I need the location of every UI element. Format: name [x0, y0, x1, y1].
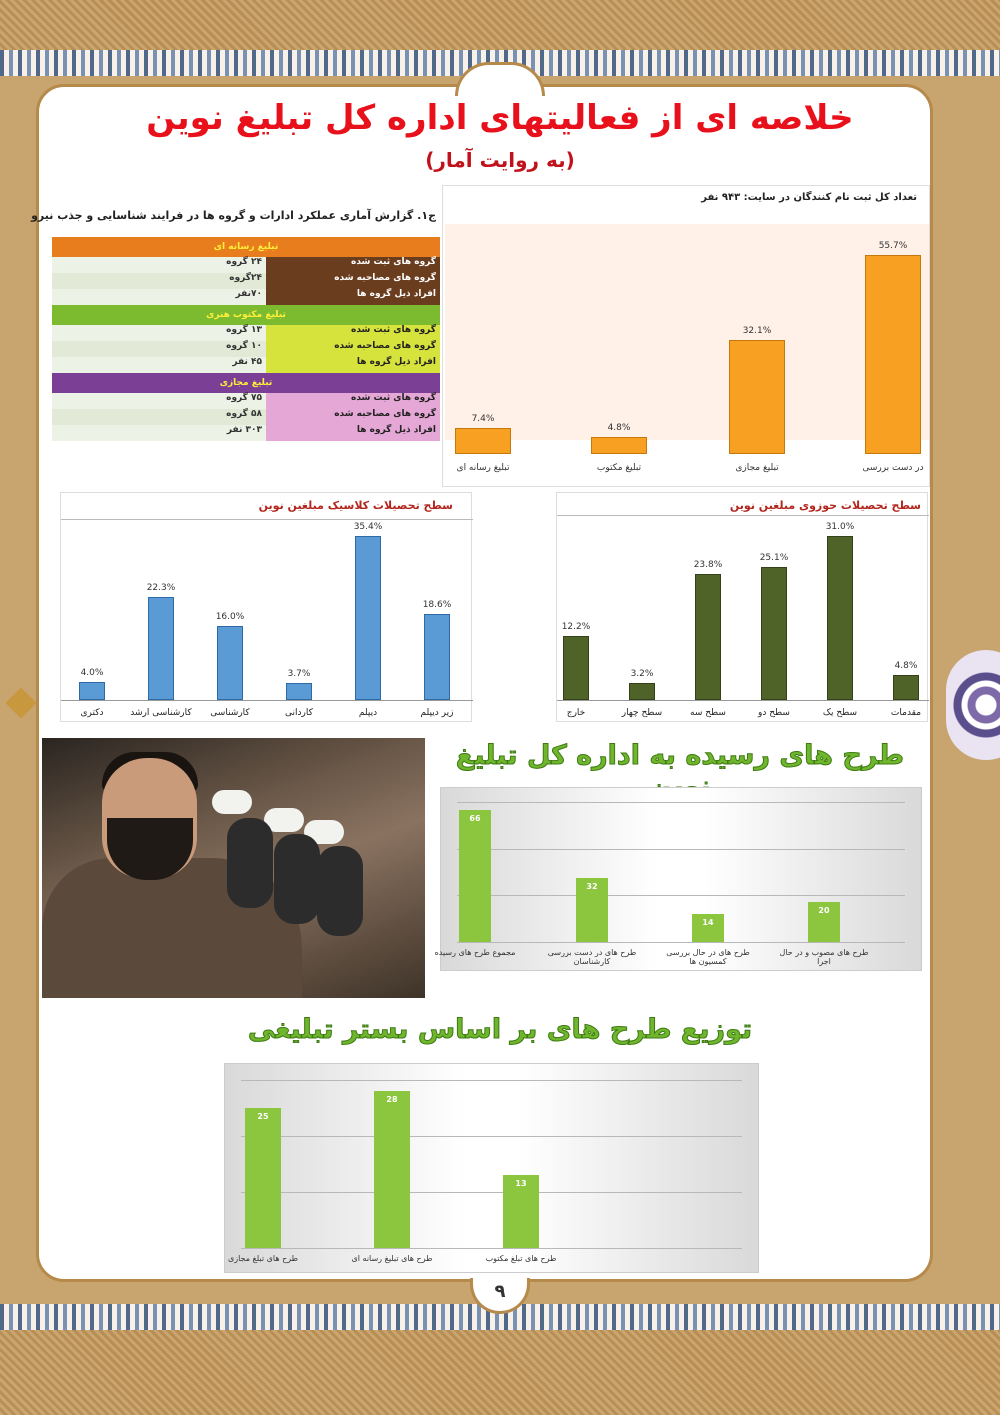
distribution-chart	[224, 1063, 759, 1273]
table-row-value: ۳۰۳ نفر	[226, 425, 262, 435]
received-gridline	[457, 802, 905, 803]
seminary-education-chart	[556, 492, 928, 722]
bottom-border-pattern	[0, 1330, 1000, 1415]
page-subtitle: (به روایت آمار)	[425, 148, 575, 172]
registration-bar	[591, 437, 647, 454]
registration-bar-label: 7.4%	[471, 413, 495, 424]
chart-title-rule	[61, 519, 473, 520]
table-row-label: گروه های مصاحبه شده	[266, 409, 440, 425]
table-row-label: افراد ذیل گروه ها	[266, 357, 440, 373]
table-row	[52, 425, 440, 441]
received-bar-value: 14	[702, 918, 714, 927]
table-row-value: ۷۰نفر	[235, 289, 262, 299]
distribution-gridline	[241, 1248, 742, 1249]
seminary-category-label: سطح دو	[758, 708, 790, 718]
seminary-category-label: سطح یک	[822, 708, 858, 718]
distribution-category-label: طرح های تبلغ مکتوب	[485, 1254, 557, 1263]
classic-bar	[424, 614, 450, 700]
registration-bar	[455, 428, 511, 454]
classic-category-label: کارشناسی	[210, 708, 250, 718]
photo-attendee	[227, 818, 273, 908]
registration-bar	[865, 255, 921, 454]
received-gridline	[457, 942, 905, 943]
table-row-label: گروه های ثبت شده	[266, 325, 440, 341]
table-section-header: تبلیغ مکتوب هنری	[52, 305, 440, 325]
distribution-bar-value: 25	[257, 1112, 269, 1121]
received-category-label: طرح های در دست بررسی کارشناسان	[547, 948, 637, 966]
received-category-label: طرح های مصوب و در حال اجرا	[779, 948, 869, 966]
classic-bar	[355, 536, 381, 700]
distribution-gridline	[241, 1192, 742, 1193]
table-row-value: ۷۵ گروه	[226, 393, 262, 403]
seminary-bar-label: 12.2%	[561, 621, 591, 632]
seminary-category-label: سطح سه	[690, 708, 726, 718]
table-row	[52, 273, 440, 289]
received-gridline	[457, 895, 905, 896]
table-row	[52, 357, 440, 373]
distribution-bar-value: 28	[386, 1095, 398, 1105]
distribution-category-label: طرح های تبلغ مجازی	[227, 1254, 299, 1263]
table-row-value: ۱۳ گروه	[226, 325, 262, 335]
received-category-label: مجموع طرح های رسیده	[434, 948, 516, 957]
classic-bar	[79, 682, 105, 701]
registration-category-label: تبلیغ رسانه ای	[456, 463, 510, 473]
seminary-bar-label: 4.8%	[894, 660, 918, 671]
top-border-pattern	[0, 0, 1000, 50]
registration-bar-label: 4.8%	[607, 422, 631, 433]
rosette-ornament-icon	[946, 650, 1000, 760]
seminary-bar	[827, 536, 853, 700]
table-row-value: ۲۴گروه	[229, 273, 262, 283]
table-row	[52, 341, 440, 357]
received-chart-title: طرح های رسیده به اداره کل تبلیغ	[455, 740, 905, 771]
page-number: ۹	[470, 1278, 530, 1314]
classic-axis-line	[61, 700, 473, 701]
registration-plot-area	[445, 224, 929, 440]
table-row-label: گروه های مصاحبه شده	[266, 341, 440, 357]
seminary-bar	[563, 636, 589, 700]
classic-bar	[286, 683, 312, 700]
received-bar-value: 66	[469, 814, 481, 823]
seminary-chart-title: سطح تحصیلات حوزوی مبلغین نوین	[729, 499, 921, 512]
classic-bar	[148, 597, 174, 700]
distribution-bar	[245, 1108, 281, 1248]
seminary-category-label: سطح چهار	[621, 708, 663, 718]
received-category-label: طرح های در حال بررسی کمسیون ها	[666, 948, 750, 966]
table-report	[31, 193, 440, 445]
classic-category-label: کاردانی	[285, 708, 313, 718]
photo-turban	[212, 790, 252, 814]
received-bar-value: 32	[586, 882, 598, 891]
table-row-label: افراد ذیل گروه ها	[266, 289, 440, 305]
distribution-chart-title: توزیع طرح های بر اساس بستر تبلیغی	[247, 1014, 753, 1045]
table-row-value: ۲۴ گروه	[226, 257, 262, 267]
seminary-category-label: مقدمات	[890, 708, 922, 718]
classic-education-chart	[60, 492, 472, 722]
table-row-value: ۱۰ گروه	[226, 341, 262, 351]
table-section-header: تبلیغ مجازی	[52, 373, 440, 393]
table-row-label: گروه های ثبت شده	[266, 257, 440, 273]
seminary-bar	[761, 567, 787, 700]
photo-attendee	[274, 834, 320, 924]
seminary-bar	[629, 683, 655, 700]
registration-chart	[442, 185, 930, 487]
classic-chart-title: سطح تحصیلات کلاسیک مبلغین نوین	[258, 499, 453, 512]
registration-category-label: تبلیغ مکتوب	[596, 463, 642, 473]
diamond-ornament-icon	[5, 687, 36, 718]
table-row-value: ۵۸ گروه	[226, 409, 262, 419]
registration-bar-label: 55.7%	[878, 241, 908, 252]
received-bar-value: 20	[818, 906, 830, 915]
seminary-category-label: خارج	[566, 708, 586, 718]
seminar-photo	[42, 738, 425, 998]
distribution-category-label: طرح های تبلیغ رسانه ای	[351, 1254, 433, 1263]
table-row-value: ۴۵ نفر	[232, 357, 262, 367]
distribution-bar	[374, 1091, 410, 1248]
received-gridline	[457, 849, 905, 850]
table-row-label: گروه های مصاحبه شده	[266, 273, 440, 289]
table-row-label: گروه های ثبت شده	[266, 393, 440, 409]
classic-category-label: دیپلم	[358, 708, 378, 718]
classic-bar-label: 3.7%	[287, 668, 311, 679]
table-row	[52, 289, 440, 305]
table-row	[52, 257, 440, 273]
classic-category-label: زیر دیپلم	[420, 708, 454, 718]
received-bar	[459, 810, 491, 942]
chart-title-rule	[557, 515, 929, 516]
classic-bar-label: 4.0%	[80, 667, 104, 678]
seminary-axis-line	[557, 700, 929, 701]
distribution-gridline	[241, 1136, 742, 1137]
classic-category-label: دکتری	[80, 708, 104, 718]
distribution-gridline	[241, 1080, 742, 1081]
seminary-bar-label: 23.8%	[693, 560, 723, 571]
classic-bar-label: 35.4%	[353, 522, 383, 533]
table-row-label: افراد ذیل گروه ها	[266, 425, 440, 441]
photo-attendee	[317, 846, 363, 936]
classic-bar	[217, 626, 243, 700]
classic-bar-label: 16.0%	[215, 612, 245, 622]
registration-category-label: در دست بررسی	[862, 463, 924, 473]
table-row	[52, 393, 440, 409]
registration-chart-header: تعداد کل ثبت نام کنندگان در سایت: ۹۴۳ نفر	[701, 192, 917, 203]
classic-category-label: کارشناسی ارشد	[130, 708, 192, 718]
page-title: خلاصه ای از فعالیتهای اداره کل تبلیغ نوین	[146, 98, 854, 138]
classic-bar-label: 22.3%	[146, 582, 176, 593]
seminary-bar	[695, 574, 721, 700]
received-projects-chart	[434, 787, 922, 971]
seminary-bar-label: 25.1%	[759, 553, 789, 564]
distribution-bar-value: 13	[515, 1179, 527, 1189]
seminary-bar	[893, 675, 919, 700]
table-caption: ج۱. گزارش آماری عملکرد ادارات و گروه ها در فرایند شناسایی و جذب نیرو	[31, 209, 436, 222]
table-section-header: تبلیغ رسانه ای	[52, 237, 440, 257]
seminary-bar-label: 31.0%	[825, 522, 855, 533]
registration-bar-label: 32.1%	[742, 325, 772, 336]
registration-category-label: تبلیغ مجازی	[735, 463, 779, 473]
registration-bar	[729, 340, 785, 454]
table-row	[52, 325, 440, 341]
seminary-bar-label: 3.2%	[630, 669, 654, 680]
classic-bar-label: 18.6%	[422, 599, 452, 610]
report-table	[52, 237, 440, 441]
table-row	[52, 409, 440, 425]
